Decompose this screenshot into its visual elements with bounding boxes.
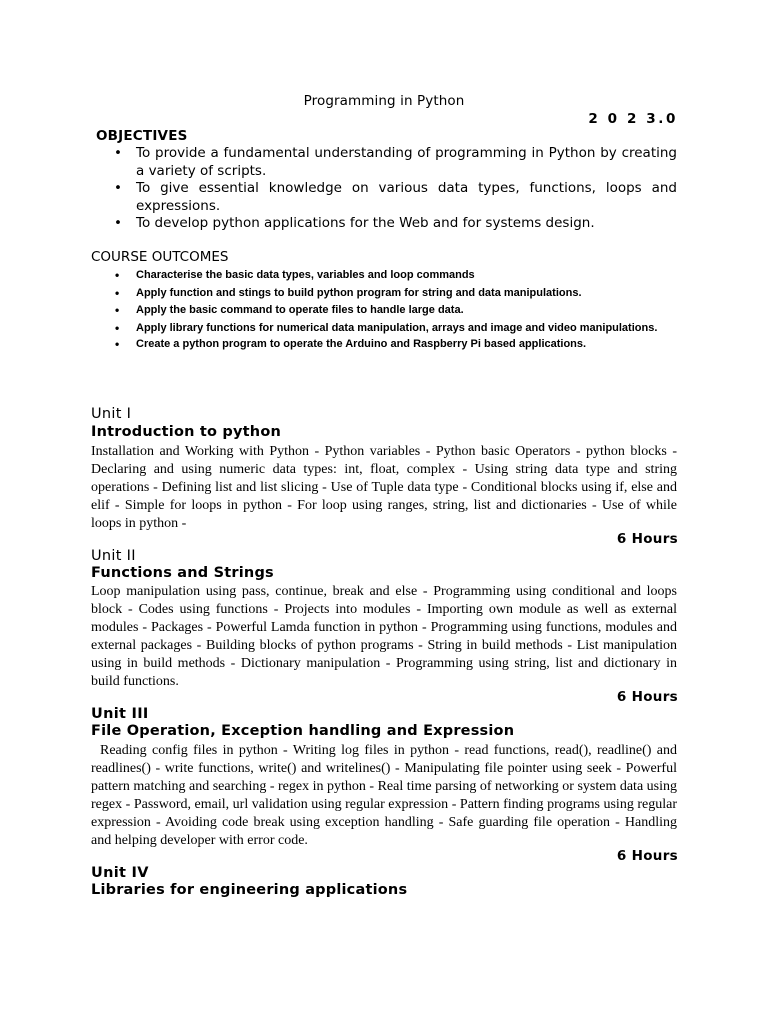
outcome-item: • Apply library functions for numerical data manipulation, arrays and image and video manipulations.	[112, 320, 677, 336]
objectives-list	[112, 145, 677, 233]
outcome-item: • Create a python program to operate the Arduino and Raspberry Pi based applications.	[112, 336, 677, 354]
course-outcomes-list	[112, 267, 677, 353]
unit-hours: 6 Hours	[616, 848, 678, 864]
unit-label: Unit I	[91, 406, 132, 422]
course-title: Programming in Python	[303, 93, 465, 109]
unit-body: Loop manipulation using pass, continue, break and else - Programming using conditional and loops block - Codes using functions - Projects into modules - Importing own module as well as external modules - Packages - Powerful Lamda function in python - Programming using functions, modules and external packages - Building blocks of python programs - String in build methods - List manipulation using in build methods - Dictionary manipulation - Programming using string, list and dictionary in build functions.	[91, 584, 677, 689]
unit-title: Functions and Strings	[91, 565, 274, 581]
unit-hours: 6 Hours	[616, 531, 678, 547]
unit-label: Unit III	[91, 706, 149, 722]
objective-item: • To provide a fundamental understanding of programming in Python by creating a variety of scripts.	[112, 145, 677, 180]
unit-label: Unit II	[91, 548, 136, 564]
unit-title: Introduction to python	[91, 424, 282, 440]
outcome-item: • Apply the basic command to operate files to handle large data.	[112, 302, 677, 320]
objective-item: • To develop python applications for the Web and for systems design.	[112, 215, 677, 233]
unit-title: Libraries for engineering applications	[91, 882, 408, 898]
objective-item: • To give essential knowledge on various data types, functions, loops and expressions.	[112, 180, 677, 215]
course-outcomes-heading: COURSE OUTCOMES	[91, 249, 229, 265]
objectives-heading: OBJECTIVES	[96, 128, 188, 144]
outcome-item: • Characterise the basic data types, variables and loop commands	[112, 267, 677, 285]
course-credits: 2 0 2 3.0	[588, 111, 678, 127]
unit-body: Reading config files in python - Writing log files in python - read functions, read(), readline() and readlines() - write functions, write() and writelines() - Manipulating file pointer using seek - Powerful pattern matching and searching - regex in python - Real time parsing of networking or system data using regex - Password, email, url validation using regular expression - Pattern finding programs using regular expression - Avoiding code break using exception handling - Safe guarding file operation - Handling and helping developer with error code.	[91, 743, 677, 848]
unit-hours: 6 Hours	[616, 689, 678, 705]
unit-body: Installation and Working with Python - Python variables - Python basic Operators - python blocks - Declaring and using numeric data types: int, float, complex - Using string data type and string operations - Defining list and list slicing - Use of Tuple data type - Conditional blocks using if, else and elif - Simple for loops in python - For loop using ranges, string, list and dictionaries - Use of while loops in python -	[91, 444, 677, 531]
unit-title: File Operation, Exception handling and Expression	[91, 723, 515, 739]
unit-label: Unit IV	[91, 865, 149, 881]
outcome-item: • Apply function and stings to build python program for string and data manipulations.	[112, 285, 677, 303]
